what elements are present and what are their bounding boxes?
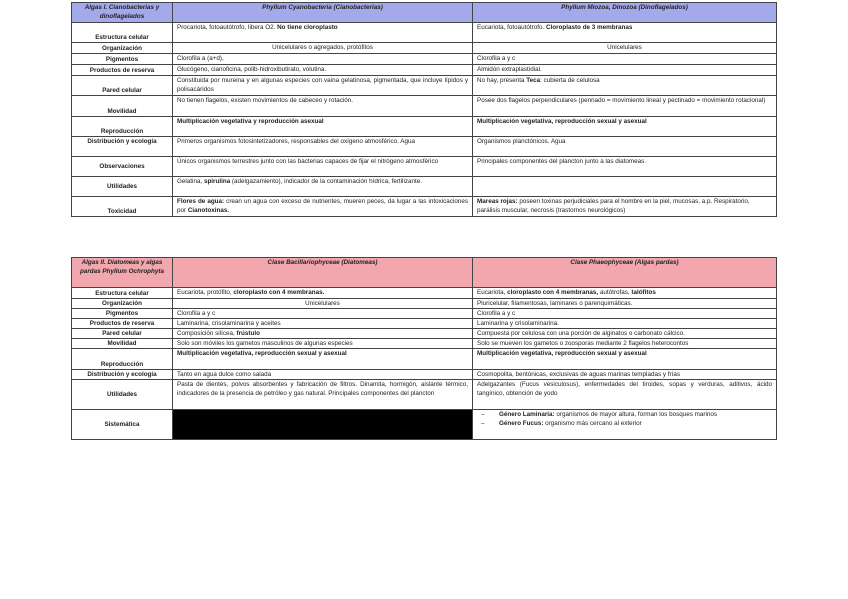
row-label: Distribución y ecología [72,137,173,157]
cell-text: Procariota, fotoautótrofo, libera O2. [177,24,278,31]
cell: Multiplicación vegetativa, reproducción sexual y asexual [473,349,777,370]
table-row [72,319,777,329]
cell-text: Composición silícea, [177,330,237,337]
table-row [72,117,777,137]
row-label: Observaciones [72,157,173,177]
cell: Únicos organismos terrestres junto con las bacterias capaces de fijar el nitrógeno atmosférico [173,157,473,177]
cell-bold-text: Cianotoxinas. [187,207,230,214]
cell-text: : cubierta de celulosa [540,77,600,84]
table-row [72,329,777,339]
cell [473,288,777,299]
cell: Glucógeno, cianoficina, polib-hidroxibutirato, volutina. [173,65,473,76]
cell: Tanto en agua dulce como salada [173,370,473,380]
table-row [72,96,777,117]
row-label: Pigmentos [72,309,173,319]
cell: Unicelulares [473,43,777,54]
row-label: Distribución y ecología [72,370,173,380]
cell: Multiplicación vegetativa, reproducción sexual y asexual [473,117,777,137]
cell-bold-text: Flores de agua: [177,198,225,205]
table-row [72,43,777,54]
cell-text: Gelatina, [177,178,204,185]
header-col1: Algas I. Cianobacterias y dinoflagelados [72,3,173,23]
table-row [72,197,777,217]
table-row [72,76,777,96]
cell-text: Eucariota, [477,289,508,296]
row-label: Movilidad [72,96,173,117]
table-row [72,339,777,349]
algas-table-2 [71,257,777,440]
cell: Clorofila a y c [473,54,777,65]
cell-text: organismos de mayor altura, forman los bosques marinos [554,411,718,418]
cell-bold-text: Cloroplasto de 3 membranas [545,24,633,31]
table-row [72,349,777,370]
cell-text: poseen toxinas perjudiciales para el hombre en la piel, mucosas, a.p. Respiratorio, parálisis muscular, necrosis (trastornos neurológicos) [477,198,750,214]
genus-list [477,410,772,428]
cell: Multiplicación vegetativa y reproducción asexual [173,117,473,137]
table-row [72,157,777,177]
row-label: Productos de reserva [72,319,173,329]
table-row [72,309,777,319]
row-label: Organización [72,299,173,309]
cell-text: crean un agua con exceso de nutrientes, mueren peces, da lugar a las intoxicaciones por [177,198,468,214]
cell-text: Eucariota, protófito, [177,289,234,296]
table-row [72,370,777,380]
cell: Laminarina, crisolaminarina y aceites [173,319,473,329]
cell: Principales componentes del plancton junto a las diatomeas. [473,157,777,177]
table-row [72,177,777,197]
cell-bold-text: frústulo [236,330,260,337]
list-item [499,410,772,419]
table-row [72,137,777,157]
cell: Adelgazantes (Fucus vesiculosus), enfermedades del tiroides, sopas y verduras, aditivos, ácido tangínico, obtención de yodo [473,380,777,410]
row-label: Pared celular [72,329,173,339]
header-col3: Phyllum Miozoa, Dinozoa (Dinoflagelados) [473,3,777,23]
cell-bold-text: Género Laminaria: [499,411,555,418]
cell: Clorofila a y c [173,309,473,319]
row-label: Utilidades [72,380,173,410]
row-label: Movilidad [72,339,173,349]
header-col2: Clase Bacillariophyceae (Diatomeas) [173,258,473,288]
cell-bold-text: cloroplasto con 4 membranas, [507,289,599,296]
cell: Clorofila a (a+d), [173,54,473,65]
row-label: Pigmentos [72,54,173,65]
cell-text: No hay, presenta [477,77,527,84]
cell [473,23,777,43]
cell-text: Eucariota, fotoautótrofo. [477,24,546,31]
cell: Compuesta por celulosa con una porción de alginatos o carbonato cálcico. [473,329,777,339]
table-row [72,65,777,76]
cell [173,197,473,217]
row-label: Organización [72,43,173,54]
cell-text: (adelgazamiento), indicador de la contaminación hídrica, fertilizante. [230,178,423,185]
row-label: Toxicidad [72,197,173,217]
cell-bold-text: Teca [526,77,541,84]
cell-text: organismo más cercano al exterior [543,420,642,427]
cell: Laminarina y crisolaminarina. [473,319,777,329]
row-label: Reproducción [72,349,173,370]
cell-bold-text: No tiene cloroplasto [277,24,338,31]
row-label: Estructura celular [72,23,173,43]
cell [473,410,777,440]
cell: Posee dos flagelos perpendiculares (pennado = movimiento lineal y pectinado = movimiento rotacional) [473,96,777,117]
cell: Clorofila a y c [473,309,777,319]
cell [173,177,473,197]
header-col2: Phyllum Cyanobacteria (Cianobacterias) [173,3,473,23]
algas-table-1 [71,2,777,217]
table-header-row [72,3,777,23]
cell [173,288,473,299]
cell: Organismos planctónicos. Agua [473,137,777,157]
cell [173,23,473,43]
table-row [72,23,777,43]
cell: Pasta de dientes, polvos absorbentes y fabricación de filtros. Dinamita, hormigón, aislante térmico, indicadores de la presencia de petróleo y gas natural. Principales componentes del plancton [173,380,473,410]
table-row [72,288,777,299]
list-item [499,419,772,428]
row-label: Estructura celular [72,288,173,299]
cell-bold-text: spirulina [203,178,231,185]
cell [473,76,777,96]
header-col1: Algas II. Diatomeas y algas pardas Phyllum Ochrophyta [72,258,173,288]
row-label: Utilidades [72,177,173,197]
cell: Constituida por mureina y en algunas especies con vaina gelatinosa, pigmentada, que incluye lípidos y polisacáridos [173,76,473,96]
cell [473,177,777,197]
cell: Unicelulares o agregados, protófitos [173,43,473,54]
cell-bold-text: Género Fucus: [499,420,544,427]
header-col3: Clase Phaeophyceae (Algas pardas) [473,258,777,288]
cell: Solo se mueven los gametos o zoosporas mediante 2 flagelos heterocontos [473,339,777,349]
cell: Almidón extraplastidial. [473,65,777,76]
cell: Multiplicación vegetativa, reproducción sexual y asexual [173,349,473,370]
table-row [72,54,777,65]
table-row [72,380,777,410]
row-label: Pared celular [72,76,173,96]
table-row [72,299,777,309]
cell [473,197,777,217]
cell: No tienen flagelos, existen movimientos de cabeceo y rotación. [173,96,473,117]
cell-text: autótrofas, [598,289,632,296]
cell: Unicelulares [173,299,473,309]
cell: Solo son móviles los gametos masculinos de algunas especies [173,339,473,349]
cell-bold-text: Mareas rojas: [477,198,518,205]
row-label: Sistemática [72,410,173,440]
table-row [72,410,777,440]
cell: Primeros organismos fotosintetizadores, responsables del oxígeno atmosférico. Agua [173,137,473,157]
cell [173,329,473,339]
row-label: Productos de reserva [72,65,173,76]
row-label: Reproducción [72,117,173,137]
blacked-out-cell [173,410,473,440]
cell: Pluricelular, filamentosas, laminares o parenquimáticas. [473,299,777,309]
table-header-row [72,258,777,288]
cell: Cosmopolita, bentónicas, exclusivas de aguas marinas templadas y frías [473,370,777,380]
cell-bold-text: cloroplasto con 4 membranas. [233,289,325,296]
cell-bold-text: talófitos [631,289,656,296]
